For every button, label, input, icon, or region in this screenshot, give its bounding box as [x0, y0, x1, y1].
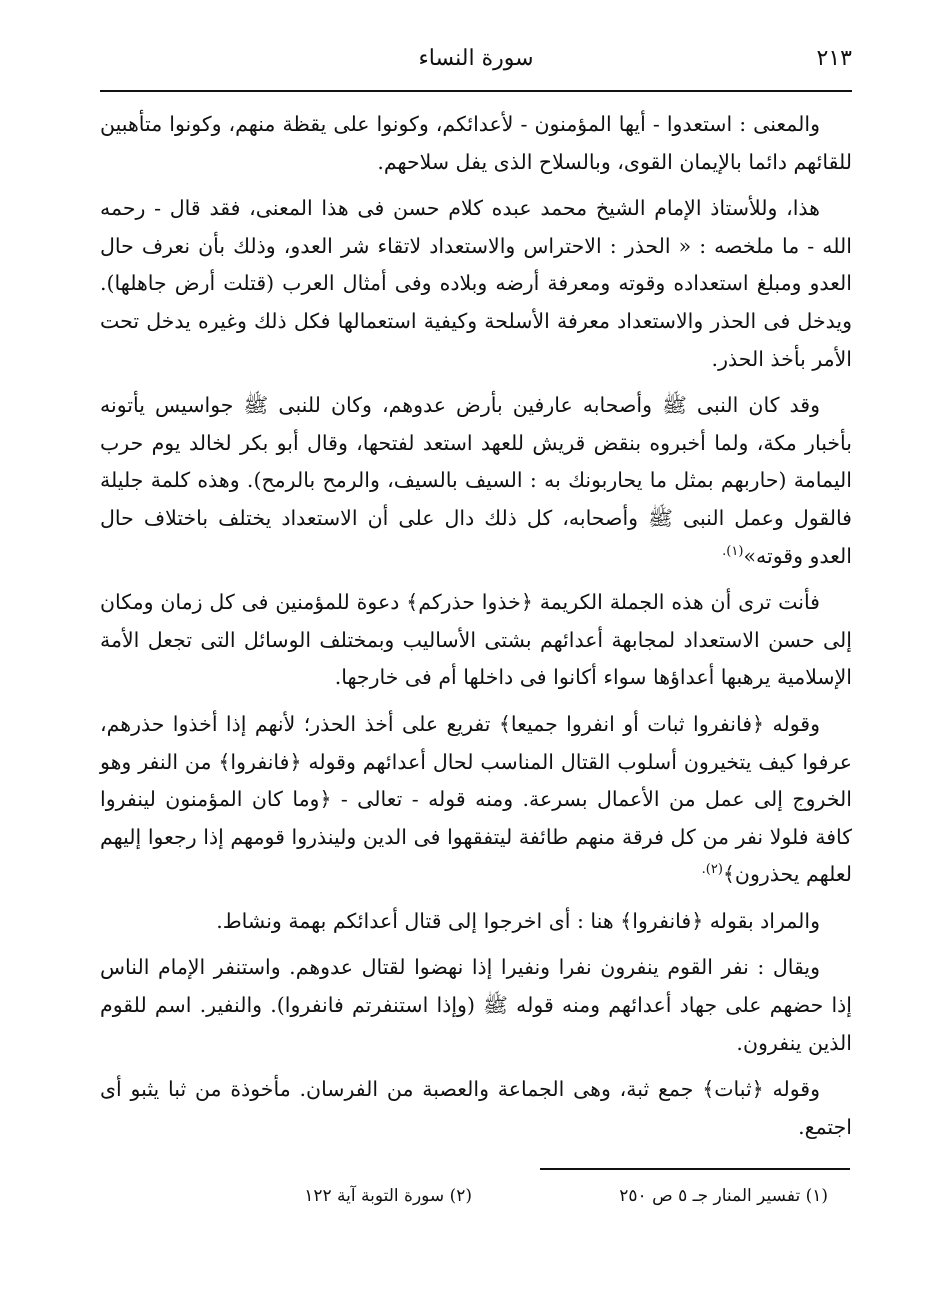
paragraph: [100, 903, 852, 941]
footnote-1: (١) تفسير المنار جـ ٥ ص ٢٥٠: [619, 1186, 828, 1206]
paragraph-text: وقوله ﴿فانفروا ثبات أو انفروا جميعا﴾ تفريع على أخذ الحذر؛ لأنهم إذا أخذوا حذرهم، عرفوا كيف يتخيرون أسلوب القتال المناسب لحال أعدائهم وقوله ﴿فانفروا﴾ من النفر وهو الخروج إلى عمل من الأعمال بسرعة. ومنه قوله - تعالى - ﴿وما كان المؤمنون لينفروا كافة فلولا نفر من كل فرقة منهم طائفة ليتفقهوا فى الدين ولينذروا قومهم إذا رجعوا إليهم لعلهم يحذرون﴾: [100, 711, 853, 887]
paragraph: [100, 584, 852, 697]
footnotes: [100, 1186, 852, 1216]
paragraph-text: وقوله ﴿ثبات﴾ جمع ثبة، وهى الجماعة والعصبة من الفرسان. مأخوذة من ثبا يثبو أى اجتمع.: [100, 1077, 852, 1139]
paragraph: [100, 106, 852, 181]
footnote-divider: [540, 1168, 850, 1170]
page-number: ٢١٣: [816, 46, 852, 71]
paragraph-text: وقد كان النبى ﷺ وأصحابه عارفين بأرض عدوهم، وكان للنبى ﷺ جواسيس يأتونه بأخبار مكة، ولما أخبروه بنقض قريش للعهد استعد لفتحها، وقال أبو بكر لخالد يوم حرب اليمامة (حاربهم بمثل ما يحاربونك به : السيف بالسيف، والرمح بالرمح). وهذه كلمة جليلة فالقول وعمل النبى ﷺ وأصحابه، كل ذلك دال على أن الاستعداد يختلف باختلاف حال العدو وقوته»: [100, 393, 852, 568]
main-text: [100, 106, 852, 1155]
paragraph: [100, 387, 852, 575]
paragraph-text: هذا، وللأستاذ الإمام الشيخ محمد عبده كلام حسن فى هذا المعنى، فقد قال - رحمه الله - ما ملخصه : « الحذر : الاحتراس والاستعداد لاتقاء شر العدو، وذلك بأن نعرف حال العدو ومبلغ استعداده وقوته ومعرفة أرضه وبلاده وفى أمثال العرب (قتلت أرض جاهلها). ويدخل فى الحذر والاستعداد معرفة الأسلحة وكيفية استعمالها فكل ذلك وغيره يدخل تحت الأمر بأخذ الحذر.: [100, 196, 852, 371]
paragraph: [100, 1071, 852, 1146]
paragraph: [100, 706, 852, 894]
paragraph: [100, 190, 852, 378]
paragraph: [100, 949, 852, 1062]
paragraph-text: والمعنى : استعدوا - أيها المؤمنون - لأعدائكم، وكونوا على يقظة منهم، وكونوا متأهبين للقائهم دائما بالإيمان القوى، وبالسلاح الذى يفل سلاحهم.: [100, 112, 852, 174]
footnote-2: (٢) سورة التوبة آية ١٢٢: [304, 1186, 472, 1206]
paragraph-text: ويقال : نفر القوم ينفرون نفرا ونفيرا إذا نهضوا لقتال عدوهم. واستنفر الإمام الناس إذا حضهم على جهاد أعدائهم ومنه قوله ﷺ (وإذا استنفرتم فانفروا). والنفير. اسم للقوم الذين ينفرون.: [100, 955, 852, 1055]
footnote-reference-2: (٢).: [701, 862, 723, 878]
paragraph-text: والمراد بقوله ﴿فانفروا﴾ هنا : أى اخرجوا إلى قتال أعدائكم بهمة ونشاط.: [216, 908, 820, 933]
footnote-reference-1: (١).: [722, 543, 744, 559]
running-title: سورة النساء: [418, 46, 534, 71]
page-header: [100, 38, 852, 92]
paragraph-text: فأنت ترى أن هذه الجملة الكريمة ﴿خذوا حذركم﴾ دعوة للمؤمنين فى كل زمان ومكان إلى حسن الاستعداد لمجابهة أعدائهم بشتى الأساليب وبمختلف الوسائل التى تجعل الأمة الإسلامية يرهبها أعداؤها سواء أكانوا فى داخلها أم فى خارجها.: [100, 590, 852, 690]
